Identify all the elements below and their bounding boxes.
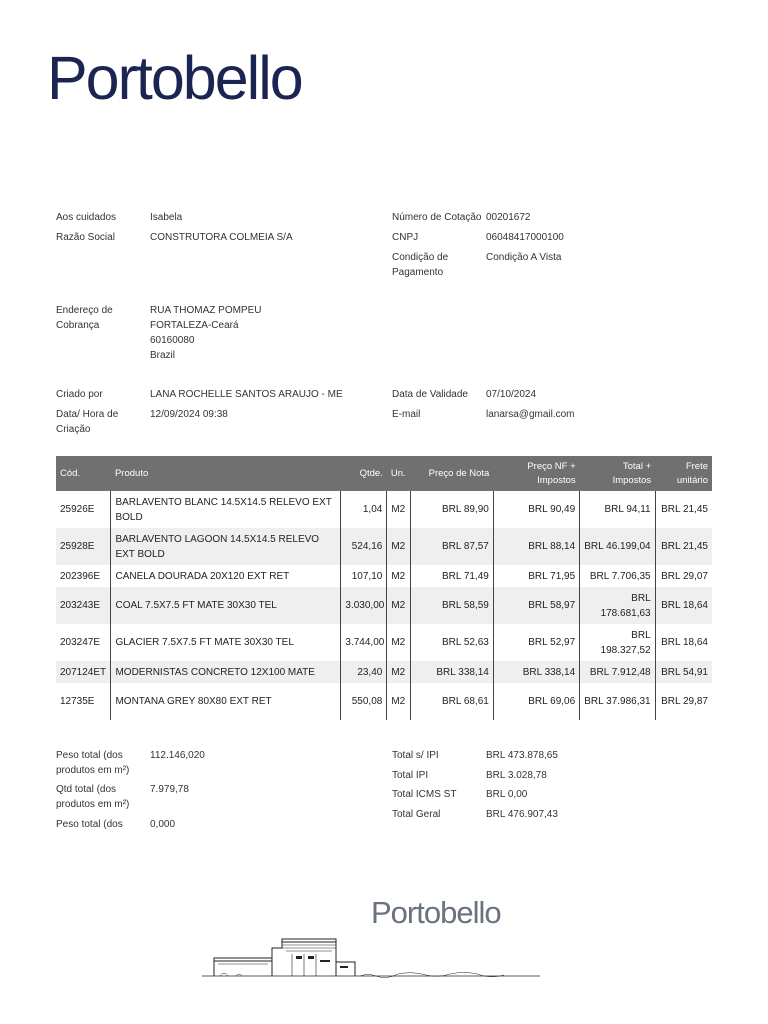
total-weight-2-label: Peso total (dos: [56, 819, 123, 830]
cell-code: 203247E: [56, 624, 111, 661]
cell-quantity: 107,10: [341, 565, 387, 587]
cell-unit-freight: BRL 18,64: [655, 587, 712, 624]
portobello-logo: Portobello: [47, 44, 302, 112]
cell-invoice-price: BRL 52,63: [411, 624, 494, 661]
cell-price-with-taxes: BRL 88,14: [493, 528, 579, 565]
cell-product: MODERNISTAS CONCRETO 12X100 MATE: [111, 661, 341, 683]
quote-number-label: Número de Cotação: [392, 212, 482, 223]
cell-total-with-taxes: BRL 37.986,31: [580, 683, 655, 720]
cell-total-with-taxes: BRL 198.327,52: [580, 624, 655, 661]
cell-code: 203243E: [56, 587, 111, 624]
cell-product: MONTANA GREY 80X80 EXT RET: [111, 683, 341, 720]
cell-unit-freight: BRL 29,87: [655, 683, 712, 720]
cell-unit: M2: [387, 661, 411, 683]
billing-line: Brazil: [150, 350, 176, 361]
total-icms-st-label: Total ICMS ST: [392, 789, 457, 800]
table-row: [56, 683, 712, 720]
col-header-price-with-taxes: Preço NF + Impostos: [493, 456, 579, 491]
cell-invoice-price: BRL 58,59: [411, 587, 494, 624]
total-weight-label: Peso total (dos produtos em m²): [56, 750, 130, 776]
col-header-unit: Un.: [387, 456, 411, 491]
cell-invoice-price: BRL 89,90: [411, 491, 494, 528]
cell-price-with-taxes: BRL 90,49: [493, 491, 579, 528]
cell-quantity: 3.744,00: [341, 624, 387, 661]
cell-unit: M2: [387, 528, 411, 565]
table-row: [56, 528, 712, 565]
col-header-code: Cód.: [56, 456, 111, 491]
cell-unit-freight: BRL 18,64: [655, 624, 712, 661]
total-ipi-label: Total IPI: [392, 770, 429, 781]
cell-product: CANELA DOURADA 20X120 EXT RET: [111, 565, 341, 587]
cell-total-with-taxes: BRL 46.199,04: [580, 528, 655, 565]
cell-total-with-taxes: BRL 7.912,48: [580, 661, 655, 683]
total-without-ipi-label: Total s/ IPI: [392, 750, 439, 761]
cell-price-with-taxes: BRL 71,95: [493, 565, 579, 587]
cell-quantity: 1,04: [341, 491, 387, 528]
cell-unit-freight: BRL 29,07: [655, 565, 712, 587]
table-row: [56, 587, 712, 624]
table-row: [56, 624, 712, 661]
cell-quantity: 3.030,00: [341, 587, 387, 624]
table-row: [56, 491, 712, 528]
col-header-total-with-taxes: Total + Impostos: [580, 456, 655, 491]
total-without-ipi-value: BRL 473.878,65: [486, 750, 558, 761]
billing-line: 60160080: [150, 335, 195, 346]
total-weight-value: 112.146,020: [150, 750, 205, 761]
cell-product: COAL 7.5X7.5 FT MATE 30X30 TEL: [111, 587, 341, 624]
col-header-invoice-price: Preço de Nota: [411, 456, 494, 491]
validity-value: 07/10/2024: [486, 389, 537, 400]
cnpj-label: CNPJ: [392, 232, 419, 243]
created-by-label: Criado por: [56, 389, 103, 400]
cell-code: 12735E: [56, 683, 111, 720]
cell-product: BARLAVENTO BLANC 14.5X14.5 RELEVO EXT BOLD: [111, 491, 341, 528]
cell-unit: M2: [387, 624, 411, 661]
grand-total-label: Total Geral: [392, 809, 441, 820]
total-icms-st-value: BRL 0,00: [486, 789, 528, 800]
total-quantity-label: Qtd total (dos produtos em m²): [56, 784, 130, 810]
cell-code: 25926E: [56, 491, 111, 528]
payment-condition-value: Condição A Vista: [486, 252, 562, 263]
grand-total-value: BRL 476.907,43: [486, 809, 558, 820]
cell-unit: M2: [387, 683, 411, 720]
cell-invoice-price: BRL 338,14: [411, 661, 494, 683]
table-row: [56, 565, 712, 587]
cell-invoice-price: BRL 71,49: [411, 565, 494, 587]
cell-unit: M2: [387, 587, 411, 624]
billing-address-label: Endereço de Cobrança: [56, 305, 113, 331]
cell-unit: M2: [387, 491, 411, 528]
cell-total-with-taxes: BRL 7.706,35: [580, 565, 655, 587]
email-value: lanarsa@gmail.com: [486, 409, 575, 420]
total-weight-2-value: 0,000: [150, 819, 176, 830]
email-label: E-mail: [392, 409, 421, 420]
cell-code: 207124ET: [56, 661, 111, 683]
cell-price-with-taxes: BRL 69,06: [493, 683, 579, 720]
attention-label: Aos cuidados: [56, 212, 117, 223]
portobello-footer-logo: Portobello: [371, 895, 501, 930]
cell-unit-freight: BRL 21,45: [655, 528, 712, 565]
payment-condition-label: Condição de Pagamento: [392, 252, 449, 278]
validity-label: Data de Validade: [392, 389, 468, 400]
building-sketch-illustration: [200, 936, 545, 980]
attention-value: Isabela: [150, 212, 183, 223]
col-header-quantity: Qtde.: [341, 456, 387, 491]
cell-product: BARLAVENTO LAGOON 14.5X14.5 RELEVO EXT BOLD: [111, 528, 341, 565]
cell-product: GLACIER 7.5X7.5 FT MATE 30X30 TEL: [111, 624, 341, 661]
cell-code: 202396E: [56, 565, 111, 587]
cell-invoice-price: BRL 87,57: [411, 528, 494, 565]
billing-line: FORTALEZA-Ceará: [150, 320, 239, 331]
billing-address: [150, 303, 380, 363]
cell-code: 25928E: [56, 528, 111, 565]
cell-unit-freight: BRL 54,91: [655, 661, 712, 683]
cell-total-with-taxes: BRL 178.681,63: [580, 587, 655, 624]
cell-quantity: 524,16: [341, 528, 387, 565]
cell-quantity: 23,40: [341, 661, 387, 683]
quote-items-table: [56, 456, 712, 720]
col-header-product: Produto: [111, 456, 341, 491]
created-at-label: Data/ Hora de Criação: [56, 409, 119, 435]
company-name-label: Razão Social: [56, 232, 115, 243]
cell-unit: M2: [387, 565, 411, 587]
created-at-value: 12/09/2024 09:38: [150, 409, 228, 420]
cnpj-value: 06048417000100: [486, 232, 564, 243]
billing-line: RUA THOMAZ POMPEU: [150, 305, 262, 316]
cell-price-with-taxes: BRL 58,97: [493, 587, 579, 624]
cell-quantity: 550,08: [341, 683, 387, 720]
created-by-value: LANA ROCHELLE SANTOS ARAUJO - ME: [150, 389, 343, 400]
quote-number-value: 00201672: [486, 212, 531, 223]
total-ipi-value: BRL 3.028,78: [486, 770, 547, 781]
total-quantity-value: 7.979,78: [150, 784, 189, 795]
cell-price-with-taxes: BRL 338,14: [493, 661, 579, 683]
cell-unit-freight: BRL 21,45: [655, 491, 712, 528]
cell-price-with-taxes: BRL 52,97: [493, 624, 579, 661]
cell-invoice-price: BRL 68,61: [411, 683, 494, 720]
table-row: [56, 661, 712, 683]
company-name-value: CONSTRUTORA COLMEIA S/A: [150, 232, 293, 243]
cell-total-with-taxes: BRL 94,11: [580, 491, 655, 528]
col-header-unit-freight: Frete unitário: [655, 456, 712, 491]
